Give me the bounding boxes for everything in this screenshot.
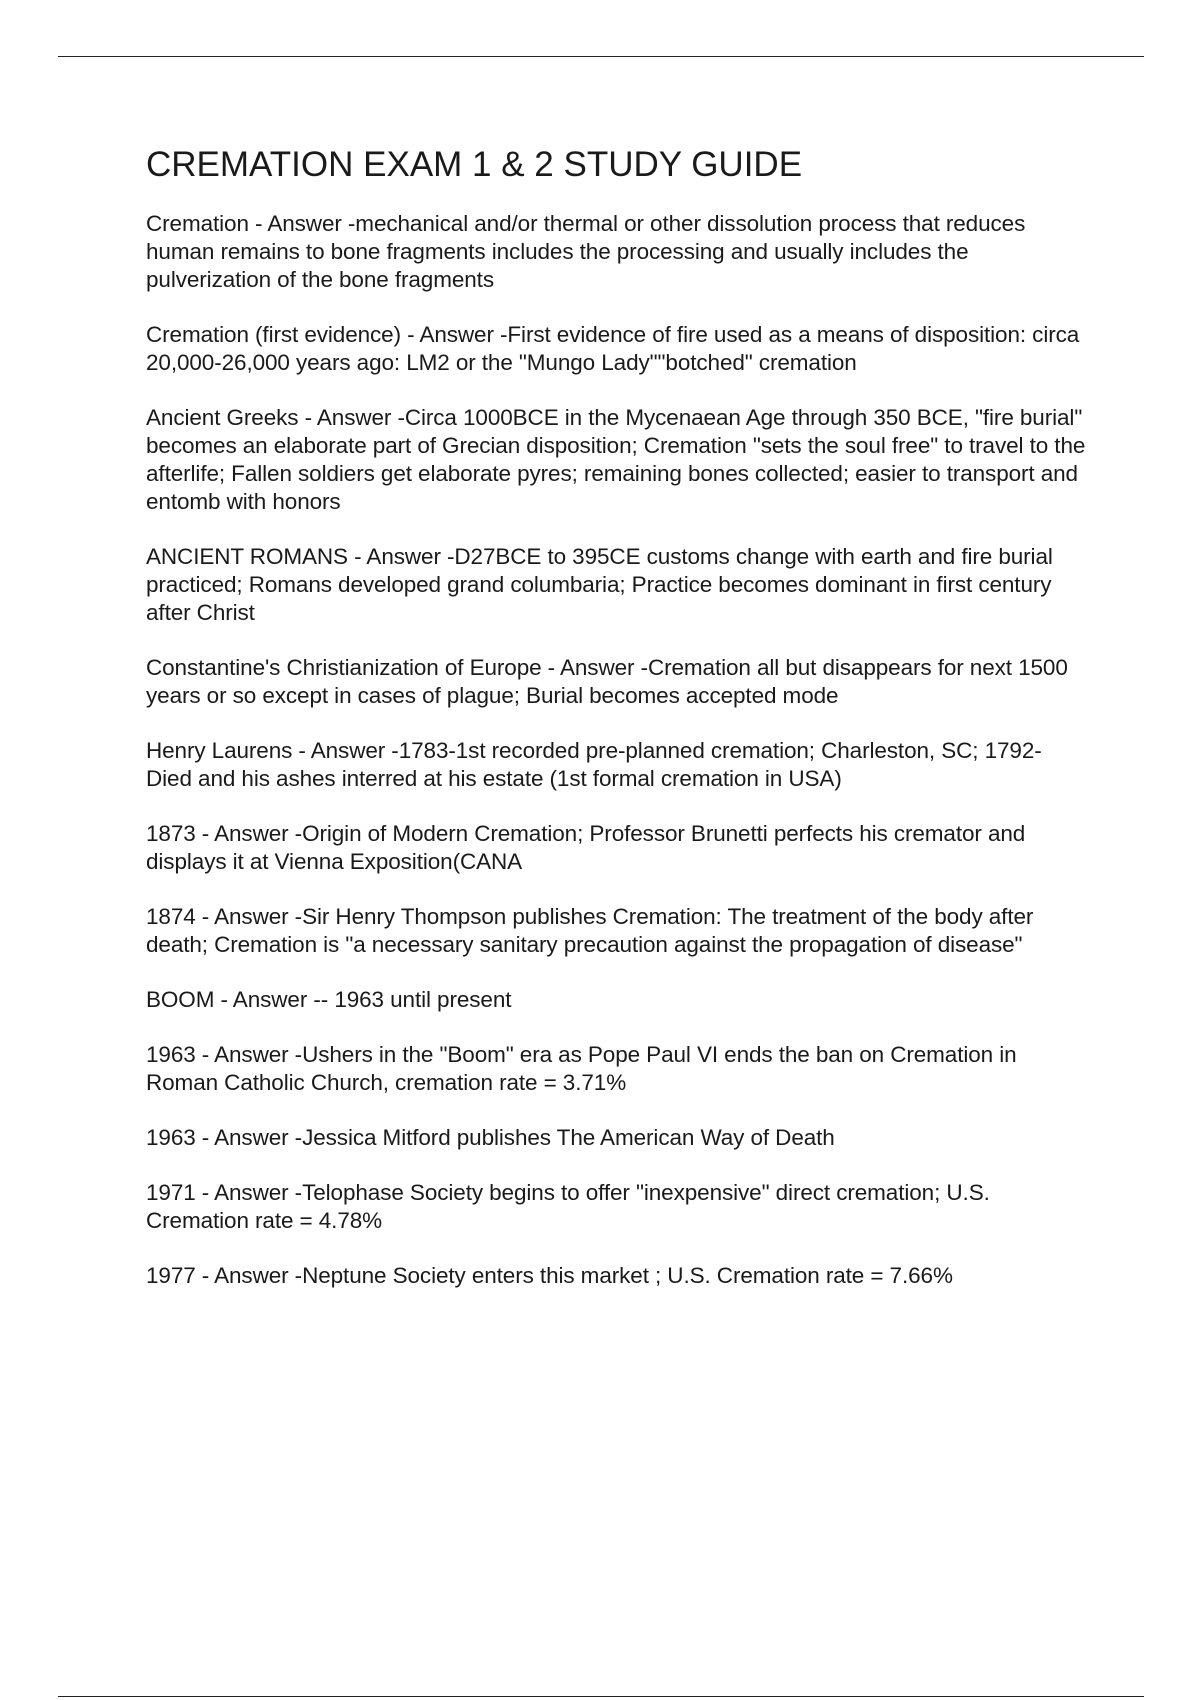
entry-ancient-romans: ANCIENT ROMANS - Answer -D27BCE to 395CE customs change with earth and fire burial practiced; Romans developed grand columbaria; Practice becomes dominant in first century after Christ bbox=[146, 544, 1053, 625]
bottom-rule bbox=[58, 1696, 1144, 1697]
document-body bbox=[146, 140, 1086, 1317]
entry-1977: 1977 - Answer -Neptune Society enters this market ; U.S. Cremation rate = 7.66% bbox=[146, 1263, 953, 1288]
entry-henry-laurens: Henry Laurens - Answer -1783-1st recorded pre-planned cremation; Charleston, SC; 1792-Died and his ashes interred at his estate (1st formal cremation in USA) bbox=[146, 738, 1042, 791]
top-rule bbox=[58, 56, 1144, 57]
entry-constantine: Constantine's Christianization of Europe - Answer -Cremation all but disappears for next 1500 years or so except in cases of plague; Burial becomes accepted mode bbox=[146, 655, 1068, 708]
entry-1873: 1873 - Answer -Origin of Modern Cremation; Professor Brunetti perfects his cremator and displays it at Vienna Exposition(CANA bbox=[146, 821, 1026, 874]
document-title: CREMATION EXAM 1 & 2 STUDY GUIDE bbox=[146, 145, 803, 184]
entry-1971: 1971 - Answer -Telophase Society begins to offer "inexpensive" direct cremation; U.S. Cremation rate = 4.78% bbox=[146, 1180, 990, 1233]
entry-cremation-definition: Cremation - Answer -mechanical and/or thermal or other dissolution process that reduces human remains to bone fragments includes the processing and usually includes the pulverization of the bone fragments bbox=[146, 211, 1026, 292]
entry-cremation-first-evidence: Cremation (first evidence) - Answer -First evidence of fire used as a means of disposition: circa 20,000-26,000 years ago: LM2 or the "Mungo Lady""botched" cremation bbox=[146, 322, 1080, 375]
entry-1874: 1874 - Answer -Sir Henry Thompson publishes Cremation: The treatment of the body after death; Cremation is "a necessary sanitary precaution against the propagation of disease" bbox=[146, 904, 1034, 957]
entry-1963-mitford: 1963 - Answer -Jessica Mitford publishes The American Way of Death bbox=[146, 1125, 835, 1150]
entry-1963-pope: 1963 - Answer -Ushers in the "Boom" era as Pope Paul VI ends the ban on Cremation in Roman Catholic Church, cremation rate = 3.71% bbox=[146, 1042, 1017, 1095]
entry-boom: BOOM - Answer -- 1963 until present bbox=[146, 987, 512, 1012]
entry-ancient-greeks: Ancient Greeks - Answer -Circa 1000BCE in the Mycenaean Age through 350 BCE, "fire burial" becomes an elaborate part of Grecian disposition; Cremation "sets the soul free" to travel to the afterlife; Fallen soldiers get elaborate pyres; remaining bones collected; easier to transport and entomb with honors bbox=[146, 405, 1086, 514]
